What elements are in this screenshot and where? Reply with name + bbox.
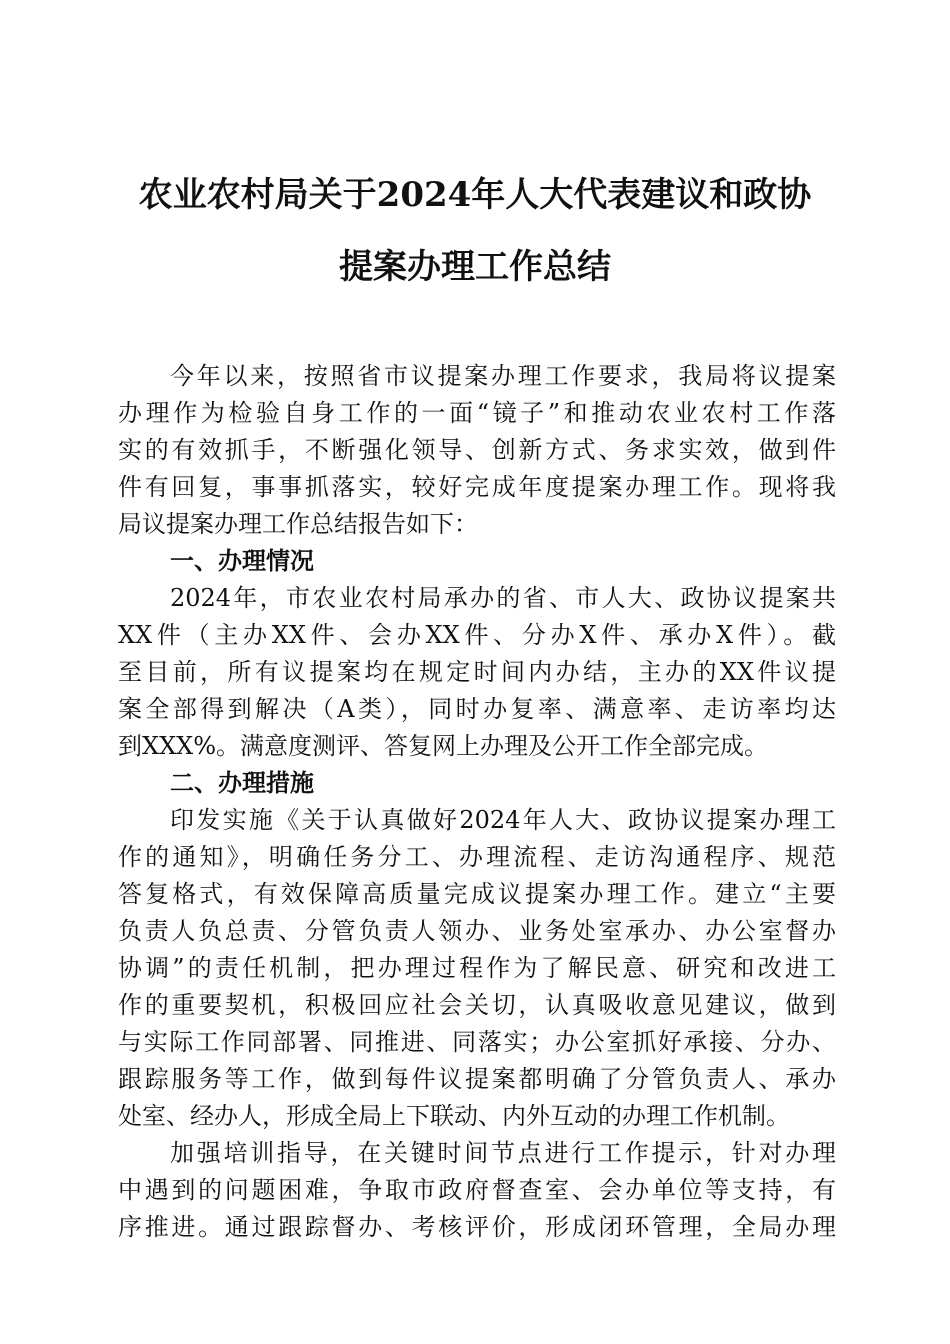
section-2-heading: 二、办理措施 xyxy=(170,769,314,797)
intro-line: 办理作为检验自身工作的一面“镜子”和推动农业农村工作落 xyxy=(118,399,836,427)
section-2-para-2-line: 加强培训指导，在关键时间节点进行工作提示，针对办理 xyxy=(170,1139,836,1167)
section-2-para-2-line: 序推进。通过跟踪督办、考核评价，形成闭环管理，全局办理 xyxy=(118,1213,836,1241)
intro-line: 实的有效抓手，不断强化领导、创新方式、务求实效，做到件 xyxy=(118,436,836,464)
section-2-para-2-line: 中遇到的问题困难，争取市政府督查室、会办单位等支持，有 xyxy=(118,1176,836,1204)
section-2-para-1-line: 跟踪服务等工作，做到每件议提案都明确了分管负责人、承办 xyxy=(118,1065,836,1093)
section-2-para-1-line: 作的重要契机，积极回应社会关切，认真吸收意见建议，做到 xyxy=(118,991,836,1019)
document-title-line-2: 提案办理工作总结 xyxy=(339,247,611,287)
document-title-line-1: 农业农村局关于2024年人大代表建议和政协 xyxy=(138,175,812,215)
section-1-line: 2024年，市农业农村局承办的省、市人大、政协议提案共 xyxy=(170,584,836,612)
section-1-line: 至目前，所有议提案均在规定时间内办结，主办的XX件议提 xyxy=(118,658,836,686)
section-1-heading: 一、办理情况 xyxy=(170,547,314,575)
section-1-line: XX件（主办XX件、会办XX件、分办X件、承办X件）。截 xyxy=(118,621,836,649)
section-2-para-1-line: 印发实施《关于认真做好2024年人大、政协议提案办理工 xyxy=(170,806,836,834)
document-body xyxy=(118,358,836,1246)
section-2-para-1-line: 协调”的责任机制，把办理过程作为了解民意、研究和改进工 xyxy=(118,954,836,982)
intro-line: 局议提案办理工作总结报告如下： xyxy=(118,510,478,538)
section-2-para-1-line: 答复格式，有效保障高质量完成议提案办理工作。建立“主要 xyxy=(118,880,836,908)
section-1-line: 到XXX%。满意度测评、答复网上办理及公开工作全部完成。 xyxy=(118,732,769,760)
section-2-para-1-line: 负责人负总责、分管负责人领办、业务处室承办、办公室督办 xyxy=(118,917,836,945)
intro-line: 今年以来，按照省市议提案办理工作要求，我局将议提案 xyxy=(170,362,836,390)
section-1-line: 案全部得到解决（A类），同时办复率、满意率、走访率均达 xyxy=(118,695,836,723)
section-2-para-1-line: 与实际工作同部署、同推进、同落实；办公室抓好承接、分办、 xyxy=(118,1028,836,1056)
intro-line: 件有回复，事事抓落实，较好完成年度提案办理工作。现将我 xyxy=(118,473,836,501)
section-2-para-1-line: 处室、经办人，形成全局上下联动、内外互动的办理工作机制。 xyxy=(118,1102,790,1130)
section-2-para-1-line: 作的通知》，明确任务分工、办理流程、走访沟通程序、规范 xyxy=(118,843,836,871)
